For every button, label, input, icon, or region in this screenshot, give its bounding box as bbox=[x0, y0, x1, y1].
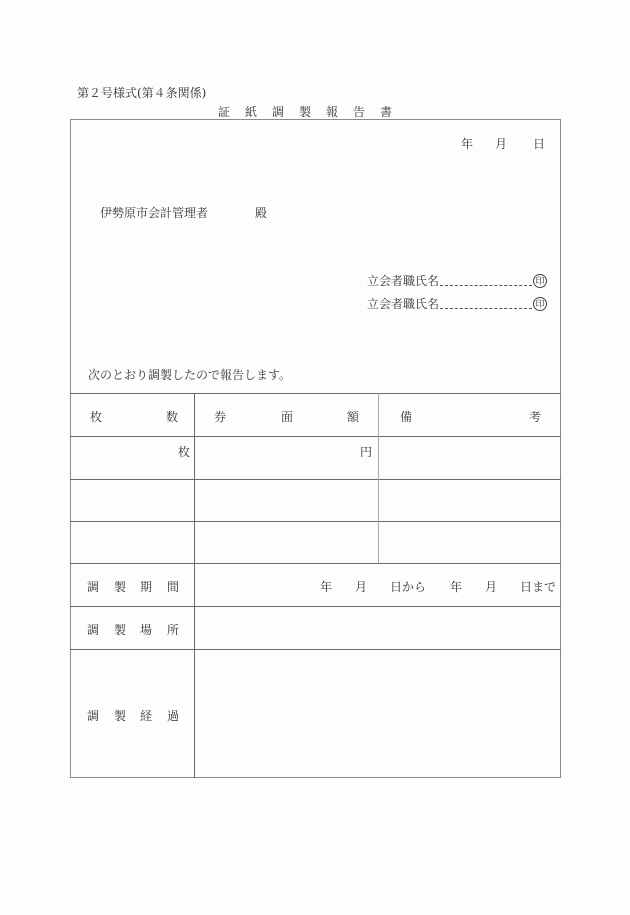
header-remarks-2: 考 bbox=[529, 410, 542, 424]
place-label-4: 所 bbox=[167, 623, 180, 637]
period-to-month: 月 bbox=[485, 580, 498, 594]
divider bbox=[70, 393, 561, 394]
signature-line[interactable] bbox=[440, 299, 532, 309]
title-char: 紙 bbox=[245, 105, 258, 119]
period-from-month: 月 bbox=[355, 580, 368, 594]
value-cell[interactable] bbox=[195, 522, 377, 562]
header-count-1: 枚 bbox=[90, 410, 103, 424]
period-from-day: 日から bbox=[390, 580, 427, 594]
value-cell[interactable] bbox=[195, 437, 377, 478]
witness-line-1[interactable] bbox=[367, 272, 547, 289]
place-label-2: 製 bbox=[114, 623, 127, 637]
period-to-year: 年 bbox=[450, 580, 463, 594]
document-title bbox=[218, 103, 407, 120]
header-count-2: 数 bbox=[166, 410, 179, 424]
date-year-label: 年 bbox=[461, 137, 474, 151]
header-value-3: 額 bbox=[347, 410, 360, 424]
value-cell[interactable] bbox=[195, 480, 377, 520]
report-statement: 次のとおり調製したので報告します。 bbox=[88, 368, 292, 382]
header-value-1: 券 bbox=[214, 410, 227, 424]
progress-label-2: 製 bbox=[114, 709, 127, 723]
title-char: 告 bbox=[353, 105, 366, 119]
progress-label-4: 過 bbox=[167, 709, 180, 723]
count-cell[interactable] bbox=[71, 437, 193, 478]
progress-label-1: 調 bbox=[87, 709, 100, 723]
addressee: 伊勢原市会計管理者 bbox=[100, 206, 209, 220]
title-char: 調 bbox=[272, 105, 285, 119]
witness-label: 立会者職氏名 bbox=[367, 297, 440, 311]
count-cell[interactable] bbox=[71, 480, 193, 520]
period-to-day: 日まで bbox=[520, 580, 557, 594]
witness-label: 立会者職氏名 bbox=[367, 274, 440, 288]
remarks-cell[interactable] bbox=[379, 480, 560, 520]
date-day-label: 日 bbox=[533, 137, 546, 151]
title-char: 証 bbox=[218, 105, 231, 119]
progress-field[interactable] bbox=[195, 650, 560, 777]
form-reference: 第２号様式(第４条関係) bbox=[77, 86, 207, 100]
period-from-year: 年 bbox=[320, 580, 333, 594]
value-unit: 円 bbox=[360, 445, 373, 459]
honorific: 殿 bbox=[255, 206, 268, 220]
period-label-1: 調 bbox=[87, 580, 100, 594]
remarks-cell[interactable] bbox=[379, 522, 560, 562]
place-field[interactable] bbox=[195, 607, 560, 648]
header-value-2: 面 bbox=[281, 410, 294, 424]
period-label-4: 間 bbox=[167, 580, 180, 594]
signature-line[interactable] bbox=[440, 276, 532, 286]
divider bbox=[70, 563, 561, 564]
header-remarks-1: 備 bbox=[400, 410, 413, 424]
period-label-3: 期 bbox=[140, 580, 153, 594]
place-label-1: 調 bbox=[87, 623, 100, 637]
date-month-label: 月 bbox=[495, 137, 508, 151]
seal-icon: 印 bbox=[533, 297, 547, 311]
title-char: 製 bbox=[299, 105, 312, 119]
title-char: 書 bbox=[380, 105, 393, 119]
remarks-cell[interactable] bbox=[379, 437, 560, 478]
place-label-3: 場 bbox=[140, 623, 153, 637]
count-unit: 枚 bbox=[178, 445, 191, 459]
progress-label-3: 経 bbox=[140, 709, 153, 723]
seal-icon: 印 bbox=[533, 274, 547, 288]
witness-line-2[interactable] bbox=[367, 295, 547, 312]
period-label-2: 製 bbox=[114, 580, 127, 594]
date-field[interactable] bbox=[461, 135, 545, 152]
title-char: 報 bbox=[326, 105, 339, 119]
count-cell[interactable] bbox=[71, 522, 193, 562]
